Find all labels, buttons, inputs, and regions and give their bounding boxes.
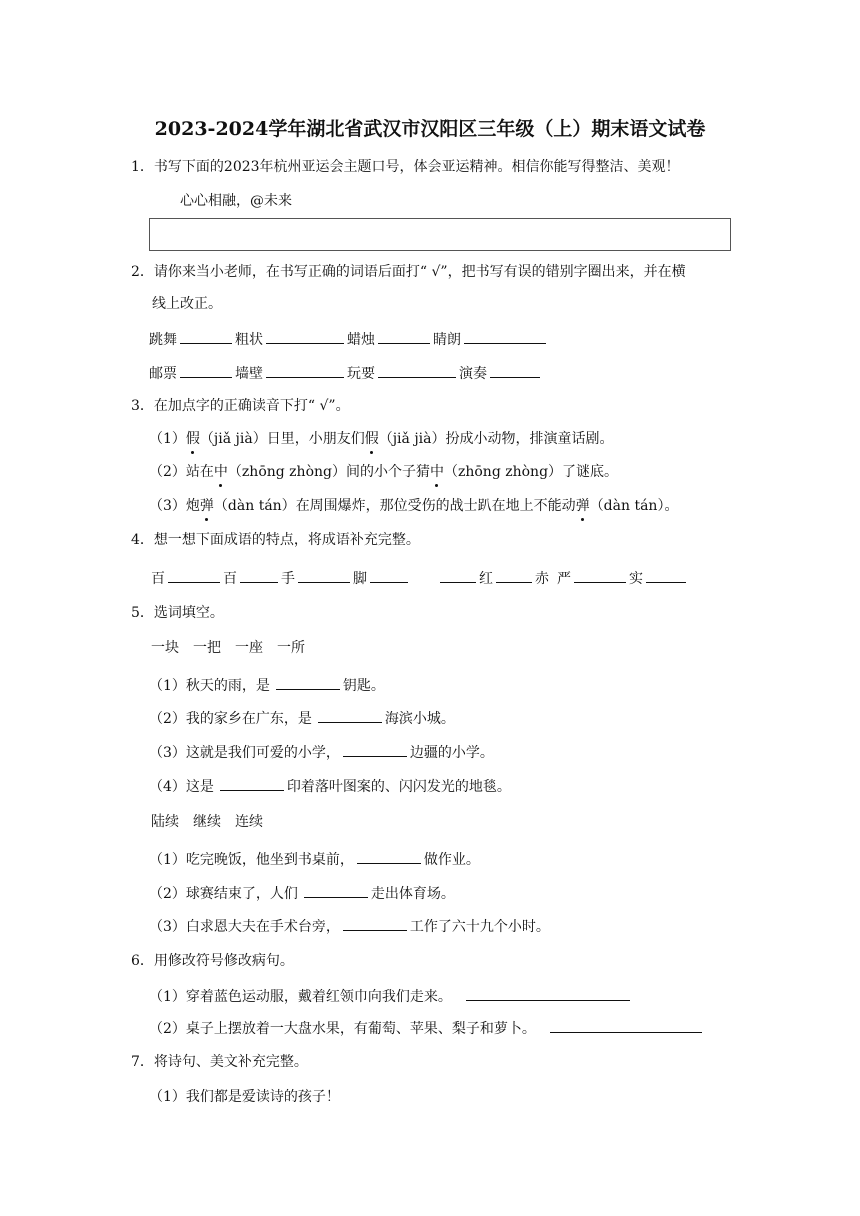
sentence-text: （3）这就是我们可爱的小学，: [149, 745, 340, 761]
pinyin-choice[interactable]: （zhōng zhòng）: [443, 464, 563, 480]
answer-blank[interactable]: [646, 567, 686, 583]
question-4-text: 4．想一想下面成语的特点，将成语补充完整。: [131, 532, 420, 548]
answer-blank[interactable]: [378, 328, 430, 344]
sentence-text: 了谜底。: [562, 464, 619, 480]
pinyin-sentence-2: [149, 462, 618, 482]
question-5-text: 5．选词填空。: [131, 605, 224, 621]
handwriting-box[interactable]: [149, 218, 731, 251]
answer-blank[interactable]: [464, 328, 546, 344]
answer-blank[interactable]: [466, 985, 630, 1001]
answer-blank[interactable]: [370, 567, 408, 583]
word: 邮票: [149, 366, 177, 382]
idiom-char: 百: [223, 571, 237, 587]
sentence-text: （4）这是: [149, 779, 214, 795]
dotted-char: 假: [364, 431, 379, 447]
sentence-text: 钥匙。: [342, 678, 385, 694]
question-2-text-cont: 线上改正。: [152, 296, 222, 312]
sentence-text: （3）白求恩大夫在手术台旁，: [149, 919, 340, 935]
pinyin-choice[interactable]: （jiǎ jià）: [199, 431, 267, 447]
answer-blank[interactable]: [266, 362, 344, 378]
sentence-text: 在周围爆炸，那位受伤的战士趴在地上不能动: [295, 498, 576, 514]
answer-blank[interactable]: [574, 567, 626, 583]
idiom-char: 手: [281, 571, 295, 587]
exam-title: 2023-2024学年湖北省武汉市汉阳区三年级（上）期末语文试卷: [154, 118, 706, 140]
answer-blank[interactable]: [298, 567, 350, 583]
answer-blank[interactable]: [240, 567, 278, 583]
sentence-text: 工作了六十九个小时。: [409, 919, 550, 935]
question-2-text: 2．请你来当小老师，在书写正确的词语后面打“ √”，把书写有误的错别字圈出来，并在横: [131, 264, 686, 280]
dotted-char: 弹: [199, 498, 214, 514]
idiom-char: 严: [557, 571, 571, 587]
sick-sentence-1: [149, 985, 633, 1007]
question-3-text: 3．在加点字的正确读音下打“ √”。: [131, 398, 350, 414]
sick-sentence-2: [149, 1017, 705, 1039]
question-6-text: 6．用修改符号修改病句。: [131, 953, 294, 969]
item-number: （2）: [149, 464, 186, 480]
pinyin-sentence-1: [149, 429, 613, 449]
sentence-text: （1）秋天的雨，是: [149, 678, 270, 694]
question-7-text: 7．将诗句、美文补充完整。: [131, 1054, 308, 1070]
word: 玩要: [347, 366, 375, 382]
question-1-text: 1．书写下面的2023年杭州亚运会主题口号，体会亚运精神。相信你能写得整洁、美观！: [131, 159, 680, 175]
answer-blank[interactable]: [496, 567, 532, 583]
answer-blank[interactable]: [343, 741, 407, 757]
word-choices-1: 一块 一把 一座 一所: [151, 640, 305, 656]
answer-blank[interactable]: [220, 775, 284, 791]
idiom-char: 红: [479, 571, 493, 587]
sentence-text: 站在: [185, 464, 214, 480]
answer-blank[interactable]: [266, 328, 344, 344]
sentence-text: 印着落叶图案的、闪闪发光的地毯。: [286, 779, 511, 795]
answer-blank[interactable]: [318, 707, 382, 723]
word-row-1: [149, 328, 549, 350]
fill-sentence: [149, 707, 455, 729]
sentence-text: 边疆的小学。: [409, 745, 494, 761]
answer-blank[interactable]: [550, 1017, 702, 1033]
sentence-text: （2）我的家乡在广东，是: [149, 711, 312, 727]
dotted-char: 假: [185, 431, 200, 447]
pinyin-choice[interactable]: （jiǎ jià）: [378, 431, 446, 447]
word: 睛朗: [433, 332, 461, 348]
fill-sentence: [149, 674, 385, 696]
sentence-text: （1）吃完晚饭，他坐到书桌前，: [149, 852, 354, 868]
answer-blank[interactable]: [343, 915, 407, 931]
pinyin-sentence-3: [149, 496, 678, 516]
sentence-text: 扮成小动物，排演童话剧。: [445, 431, 614, 447]
poem-item-1: （1）我们都是爱读诗的孩子！: [149, 1089, 340, 1105]
sentence-text: 走出体育场。: [370, 886, 455, 902]
answer-blank[interactable]: [276, 674, 340, 690]
word-row-2: [149, 362, 543, 384]
sentence-text: 。: [664, 498, 679, 514]
sentence-text: （1）穿着蓝色运动服，戴着红领巾向我们走来。: [149, 989, 452, 1005]
sentence-text: （2）球赛结束了，人们: [149, 886, 298, 902]
item-number: （3）: [149, 498, 186, 514]
sentence-text: 间的小个子猜: [345, 464, 430, 480]
sentence-text: （2）桌子上摆放着一大盘水果，有葡萄、苹果、梨子和萝卜。: [149, 1021, 536, 1037]
answer-blank[interactable]: [490, 362, 540, 378]
word: 跳舞: [149, 332, 177, 348]
answer-blank[interactable]: [180, 362, 232, 378]
sentence-text: 炮: [185, 498, 200, 514]
fill-sentence: [149, 882, 455, 904]
slogan-text: 心心相融，@未来: [180, 193, 292, 209]
fill-sentence: [149, 741, 494, 763]
fill-sentence: [149, 848, 480, 870]
word-choices-2: 陆续 继续 连续: [151, 814, 263, 830]
item-number: （1）: [149, 431, 186, 447]
answer-blank[interactable]: [304, 882, 368, 898]
word: 演奏: [459, 366, 487, 382]
answer-blank[interactable]: [357, 848, 421, 864]
answer-blank[interactable]: [440, 567, 476, 583]
word: 蜡烛: [347, 332, 375, 348]
answer-blank[interactable]: [378, 362, 456, 378]
pinyin-choice[interactable]: （dàn tán）: [589, 498, 665, 514]
dotted-char: 中: [429, 464, 444, 480]
sentence-text: 日里，小朋友们: [266, 431, 365, 447]
word: 墙壁: [235, 366, 263, 382]
idiom-char: 实: [629, 571, 643, 587]
dotted-char: 弹: [575, 498, 590, 514]
sentence-text: 做作业。: [423, 852, 480, 868]
answer-blank[interactable]: [168, 567, 220, 583]
dotted-char: 中: [213, 464, 228, 480]
idiom-char: 脚: [353, 571, 367, 587]
word: 粗状: [235, 332, 263, 348]
answer-blank[interactable]: [180, 328, 232, 344]
pinyin-choice[interactable]: （zhōng zhòng）: [227, 464, 346, 480]
idiom-char: 百: [151, 571, 165, 587]
pinyin-choice[interactable]: （dàn tán）: [213, 498, 296, 514]
idiom-char: 赤: [535, 571, 549, 587]
fill-sentence: [149, 775, 511, 797]
idiom-row: [151, 567, 689, 589]
fill-sentence: [149, 915, 550, 937]
sentence-text: 海滨小城。: [384, 711, 455, 727]
